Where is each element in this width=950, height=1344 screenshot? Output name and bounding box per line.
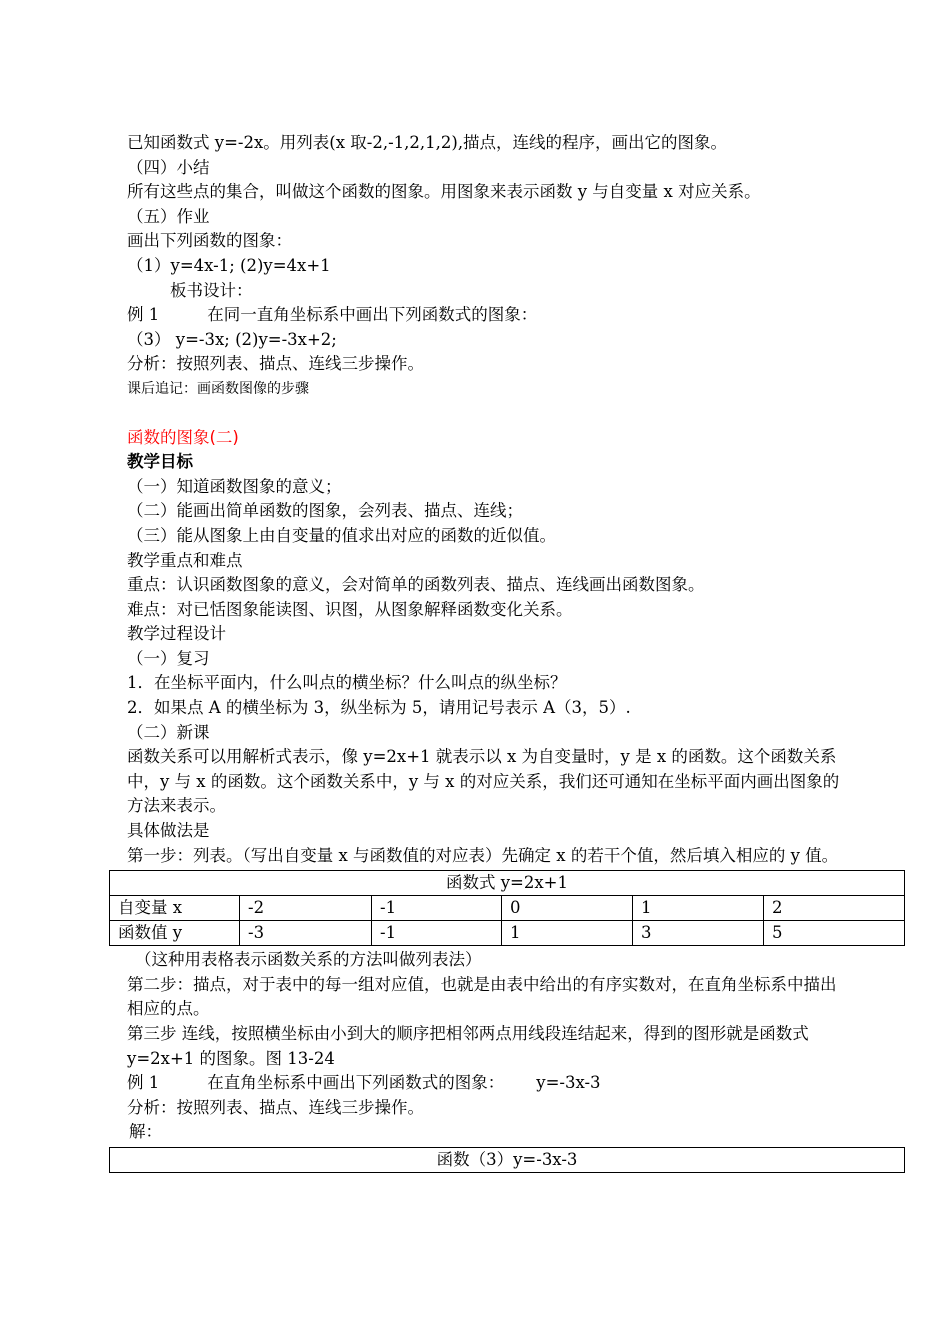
example-number: 例 1 — [127, 305, 160, 325]
text-line: 具体做法是 — [127, 821, 210, 841]
goal-item: （二）能画出简单函数的图象，会列表、描点、连线； — [127, 501, 523, 521]
table-cell: 函数值 y — [110, 921, 240, 946]
value-table-2 — [109, 1147, 905, 1173]
goal-item: （三）能从图象上由自变量的值求出对应的函数的近似值。 — [127, 525, 556, 545]
goals-heading: 教学目标 — [127, 452, 193, 472]
step-three-paragraph: 第三步 连线，按照横坐标由小到大的顺序把相邻两点用线段连结起来，得到的图形就是函数式 y=2x+1 的图象。图 13-24 — [127, 1024, 809, 1068]
table-cell: 自变量 x — [110, 896, 240, 921]
text-line: 所有这些点的集合，叫做这个函数的图象。用图象来表示函数 y 与自变量 x 对应关系。 — [127, 182, 761, 202]
table-header: 函数（3）y=-3x-3 — [110, 1147, 905, 1172]
difficulty-point: 难点：对已恬图象能读图、识图，从图象解释函数变化关系。 — [127, 599, 573, 619]
table-cell: -3 — [240, 921, 372, 946]
section-heading: （五）作业 — [127, 206, 210, 226]
text-line: 已知函数式 y=-2x。用列表(x 取-2,-1,2,1,2),描点，连线的程序，画出它的图象。 — [127, 133, 728, 152]
table-row — [110, 896, 905, 921]
key-point: 重点：认识函数图象的意义，会对简单的函数列表、描点、连线画出函数图象。 — [127, 575, 705, 595]
example-text: 在直角坐标系中画出下列函数式的图象： — [207, 1073, 505, 1093]
subsection-heading: （一）复习 — [127, 648, 210, 668]
document-body — [118, 131, 847, 1175]
table-cell: 3 — [633, 921, 764, 946]
text-line: （这种用表格表示函数关系的方法叫做列表法） — [135, 950, 482, 970]
example-formula: y=-3x-3 — [536, 1073, 601, 1093]
process-heading: 教学过程设计 — [127, 624, 226, 644]
step-one-paragraph: 第一步：列表。（写出自变量 x 与函数值的对应表）先确定 x 的若干个值，然后填入相应的 y 值。 — [127, 845, 839, 865]
table-cell: 5 — [764, 921, 905, 946]
example-text: 在同一直角坐标系中画出下列函数式的图象： — [207, 305, 538, 325]
table-cell: -1 — [372, 921, 502, 946]
table-header: 函数式 y=2x+1 — [110, 871, 905, 896]
text-line: 画出下列函数的图象： — [127, 231, 292, 251]
postscript-note: 课后追记：画函数图像的步骤 — [127, 380, 309, 397]
text-line: （3） y=-3x; (2)y=-3x+2; — [127, 329, 337, 349]
board-design-label: 板书设计： — [170, 280, 253, 300]
subsection-heading: （二）新课 — [127, 722, 210, 742]
value-table — [109, 870, 905, 946]
text-line: 分析：按照列表、描点、连线三步操作。 — [127, 354, 424, 374]
section-title: 函数的图象(二) — [127, 427, 239, 447]
review-question: 2．如果点 A 的横坐标为 3，纵坐标为 5，请用记号表示 A（3，5）. — [127, 698, 631, 718]
step-two-paragraph: 第二步：描点，对于表中的每一组对应值，也就是由表中给出的有序实数对，在直角坐标系中描出相应的点。 — [127, 974, 837, 1019]
paragraph: 函数关系可以用解析式表示，像 y=2x+1 就表示以 x 为自变量时，y 是 x 的函数。这个函数关系中，y 与 x 的函数。这个函数关系中，y 与 x 的对应关系，我们还可通知在坐标平面内画出图象的方法来表示。 — [127, 747, 840, 816]
table-cell: 2 — [764, 896, 905, 921]
solution-label: 解： — [129, 1122, 162, 1142]
table-cell: -1 — [372, 896, 502, 921]
key-points-heading: 教学重点和难点 — [127, 550, 243, 570]
table-cell: 1 — [502, 921, 633, 946]
goal-item: （一）知道函数图象的意义； — [127, 476, 342, 496]
example-line — [127, 303, 847, 328]
section-heading: （四）小结 — [127, 157, 210, 177]
review-question: 1．在坐标平面内，什么叫点的横坐标？什么叫点的纵坐标？ — [127, 673, 567, 693]
table-cell: 0 — [502, 896, 633, 921]
text-line: 分析：按照列表、描点、连线三步操作。 — [127, 1097, 424, 1117]
example-number: 例 1 — [127, 1073, 160, 1093]
table-cell: -2 — [240, 896, 372, 921]
text-line: （1）y=4x-1; (2)y=4x+1 — [127, 255, 331, 275]
example-line — [127, 1071, 847, 1096]
table-row — [110, 921, 905, 946]
table-cell: 1 — [633, 896, 764, 921]
